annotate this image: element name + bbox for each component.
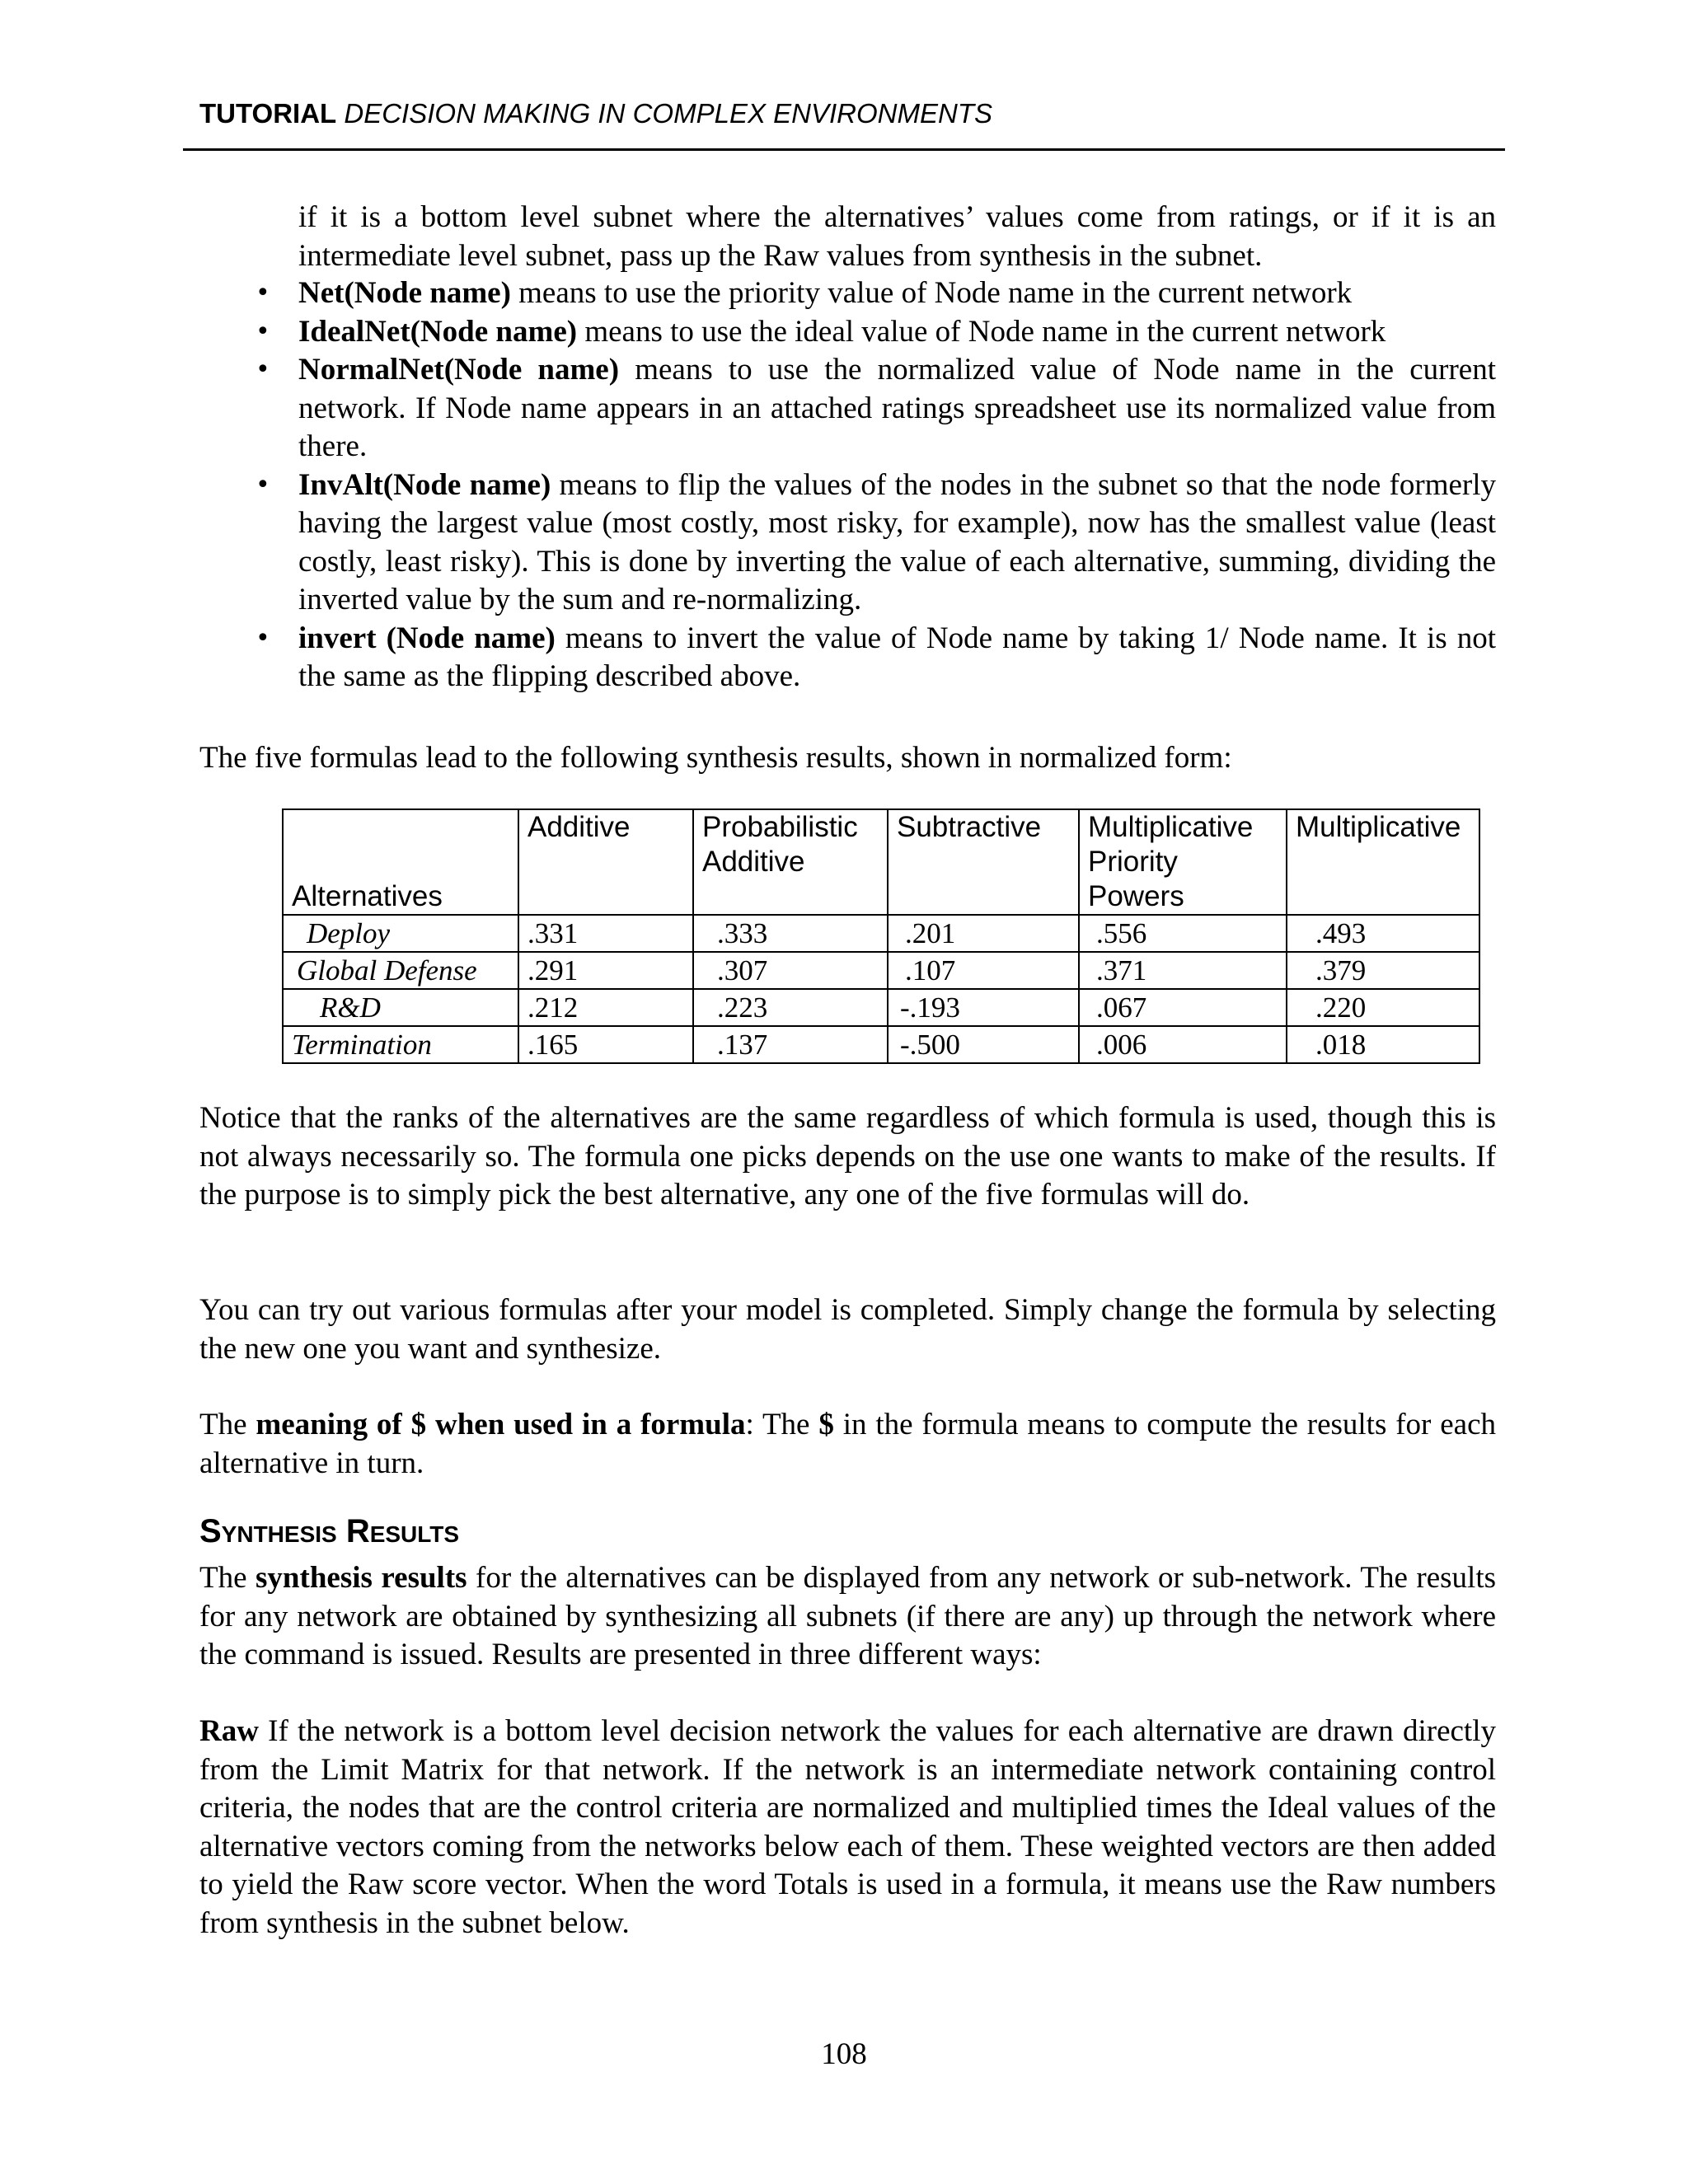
- column-header: Probabilistic Additive: [693, 809, 888, 915]
- text-run: If the network is a bottom level decision network the values for each alternative are drawn directly from the Limit Matrix for that network. If the network is an intermediate network containing control criteria, the nodes that are the control criteria are normalized and multiplied times the Ideal values of the alternative vectors coming from the networks below each of them. These weighted vectors are then added to yield the Raw score vector. When the word Totals is used in a formula, it means use the Raw numbers from synthesis in the subnet below.: [199, 1714, 1496, 1940]
- list-item: [298, 620, 1496, 696]
- table-row: [283, 1026, 1479, 1063]
- list-item: [298, 313, 1496, 352]
- table-cell: .165: [518, 1026, 693, 1063]
- bullet-text: means to use the normalized value of Node name in the current network. If Node name appears in an attached ratings spreadsheet use its normalized value from there.: [298, 353, 1496, 463]
- column-header: Multiplicative Priority Powers: [1079, 809, 1287, 915]
- table-row: [283, 989, 1479, 1026]
- list-item: [298, 274, 1496, 313]
- page-number: 108: [821, 2037, 867, 2071]
- table-cell: .107: [888, 952, 1079, 989]
- table-cell: .212: [518, 989, 693, 1026]
- raw-paragraph: [199, 1713, 1496, 1943]
- dollar-meaning-paragraph: [199, 1406, 1496, 1483]
- table-cell: .067: [1079, 989, 1287, 1026]
- table-cell: -.193: [888, 989, 1079, 1026]
- table-cell: .291: [518, 952, 693, 989]
- running-header: [199, 97, 992, 130]
- bullet-term: invert (Node name): [298, 621, 556, 655]
- bullet-term: NormalNet(Node name): [298, 353, 620, 387]
- column-header: Additive: [518, 809, 693, 915]
- table-cell: .331: [518, 915, 693, 952]
- notice-paragraph: Notice that the ranks of the alternatives are the same regardless of which formula is used, though this is not always necessarily so. The formula one picks depends on the use one wants to make of the results. If the purpose is to simply pick the best alternative, any one of the five formulas will do.: [199, 1101, 1496, 1212]
- header-bold: TUTORIAL: [199, 98, 337, 129]
- table-cell: .379: [1287, 952, 1479, 989]
- bold-term: synthesis results: [256, 1561, 467, 1595]
- bold-term: meaning of $ when used in a formula: [256, 1408, 746, 1441]
- table-cell: .556: [1079, 915, 1287, 952]
- table-cell: -.500: [888, 1026, 1079, 1063]
- table-cell: .137: [693, 1026, 888, 1063]
- column-header: Subtractive: [888, 809, 1079, 915]
- list-item: [298, 466, 1496, 620]
- table-row: [283, 952, 1479, 989]
- row-name: Deploy: [283, 915, 518, 952]
- table-cell: .371: [1079, 952, 1287, 989]
- bullet-term: InvAlt(Node name): [298, 467, 551, 502]
- bullet-text: means to use the priority value of Node name in the current network: [510, 276, 1353, 310]
- table-cell: .307: [693, 952, 888, 989]
- table-cell: .223: [693, 989, 888, 1026]
- table-header-row: [283, 809, 1479, 915]
- text-run: : The: [745, 1408, 819, 1441]
- table-cell: .333: [693, 915, 888, 952]
- bullet-text: means to use the ideal value of Node name in the current network: [577, 314, 1386, 349]
- header-italic: DECISION MAKING IN COMPLEX ENVIRONMENTS: [336, 98, 992, 129]
- row-name: Global Defense: [283, 952, 518, 989]
- header-rule: [183, 148, 1505, 151]
- table-cell: .201: [888, 915, 1079, 952]
- synthesis-paragraph: [199, 1559, 1496, 1675]
- bold-term: $: [818, 1408, 834, 1441]
- table-cell: .493: [1287, 915, 1479, 952]
- section-heading: Synthesis Results: [199, 1513, 460, 1549]
- bullet-text: means to flip the values of the nodes in the subnet so that the node formerly having the largest value (most costly, most risky, for example), now has the smallest value (least costly, least risky). This is done by inverting the value of each alternative, summing, dividing the inverted value by the sum and re-normalizing.: [298, 467, 1496, 616]
- table-row: [283, 915, 1479, 952]
- table-cell: .006: [1079, 1026, 1287, 1063]
- bullet-term: Net(Node name): [298, 276, 511, 310]
- formula-bullet-list: [298, 274, 1496, 696]
- tryout-paragraph: You can try out various formulas after your model is completed. Simply change the formula by selecting the new one you want and synthesize.: [199, 1293, 1496, 1366]
- synthesis-table: [282, 808, 1480, 1064]
- bullet-term: IdealNet(Node name): [298, 314, 578, 349]
- text-run: for the alternatives can be displayed from any network or sub-network. The results for any network are obtained by synthesizing all subnets (if there are any) up through the network where the command is issued. Results are presented in three different ways:: [199, 1561, 1497, 1671]
- text-run: The: [199, 1561, 256, 1595]
- table-cell: .220: [1287, 989, 1479, 1026]
- table-intro: The five formulas lead to the following synthesis results, shown in normalized form:: [199, 741, 1232, 775]
- bullet-text: means to invert the value of Node name by taking 1/ Node name. It is not the same as the flipping described above.: [298, 621, 1496, 693]
- text-run: in the formula means to compute the results for each alternative in turn.: [199, 1408, 1496, 1480]
- bold-term: Raw: [199, 1714, 259, 1748]
- column-header: Alternatives: [283, 809, 518, 915]
- column-header: Multiplicative: [1287, 809, 1479, 915]
- row-name: R&D: [283, 989, 518, 1026]
- text-run: The: [199, 1408, 256, 1441]
- table-cell: .018: [1287, 1026, 1479, 1063]
- intro-continuation: if it is a bottom level subnet where the alternatives’ values come from ratings, or if it is an intermediate level subnet, pass up the Raw values from synthesis in the subnet.: [298, 200, 1496, 273]
- row-name: Termination: [283, 1026, 518, 1063]
- list-item: [298, 351, 1496, 466]
